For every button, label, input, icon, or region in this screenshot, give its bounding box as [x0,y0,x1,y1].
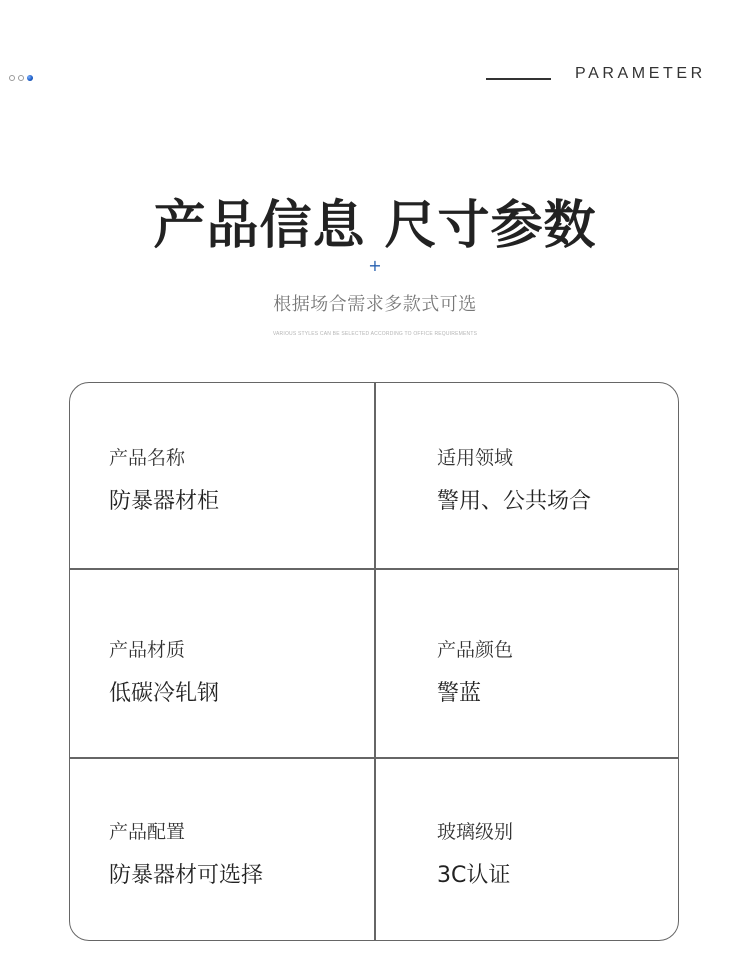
param-cell [437,443,591,515]
param-cell [109,817,263,889]
pager-dots [9,75,33,81]
header-divider [486,78,551,80]
param-label: 产品名称 [109,447,186,469]
pager-dot [9,75,15,81]
param-value: 3C认证 [437,863,511,888]
param-value: 防暴器材可选择 [109,863,264,888]
param-label: 产品颜色 [437,639,514,661]
param-value: 警蓝 [437,681,482,706]
table-divider-horizontal [70,757,678,759]
parameter-table [69,382,679,941]
table-divider-horizontal [70,568,678,570]
page-title: 产品信息 尺寸参数 [153,196,597,256]
param-label: 玻璃级别 [437,821,514,843]
pager-dot [18,75,24,81]
param-cell [437,635,513,707]
plus-icon: + [368,256,382,275]
english-caption: VARIOUS STYLES CAN BE SELECTED ACCORDING TO OFFICE REQUIREMENTS [272,331,478,337]
header-label: PARAMETER [575,65,706,82]
param-cell [109,635,219,707]
param-value: 防暴器材柜 [109,489,220,514]
pager-dot-active [27,75,33,81]
param-label: 产品材质 [109,639,186,661]
param-value: 低碳冷轧钢 [109,681,220,706]
param-label: 适用领域 [437,447,514,469]
table-divider-vertical [374,383,376,940]
param-cell [437,817,513,889]
param-label: 产品配置 [109,821,186,843]
param-cell [109,443,219,515]
param-value: 警用、公共场合 [437,489,592,514]
page-subtitle: 根据场合需求多款式可选 [273,294,477,315]
